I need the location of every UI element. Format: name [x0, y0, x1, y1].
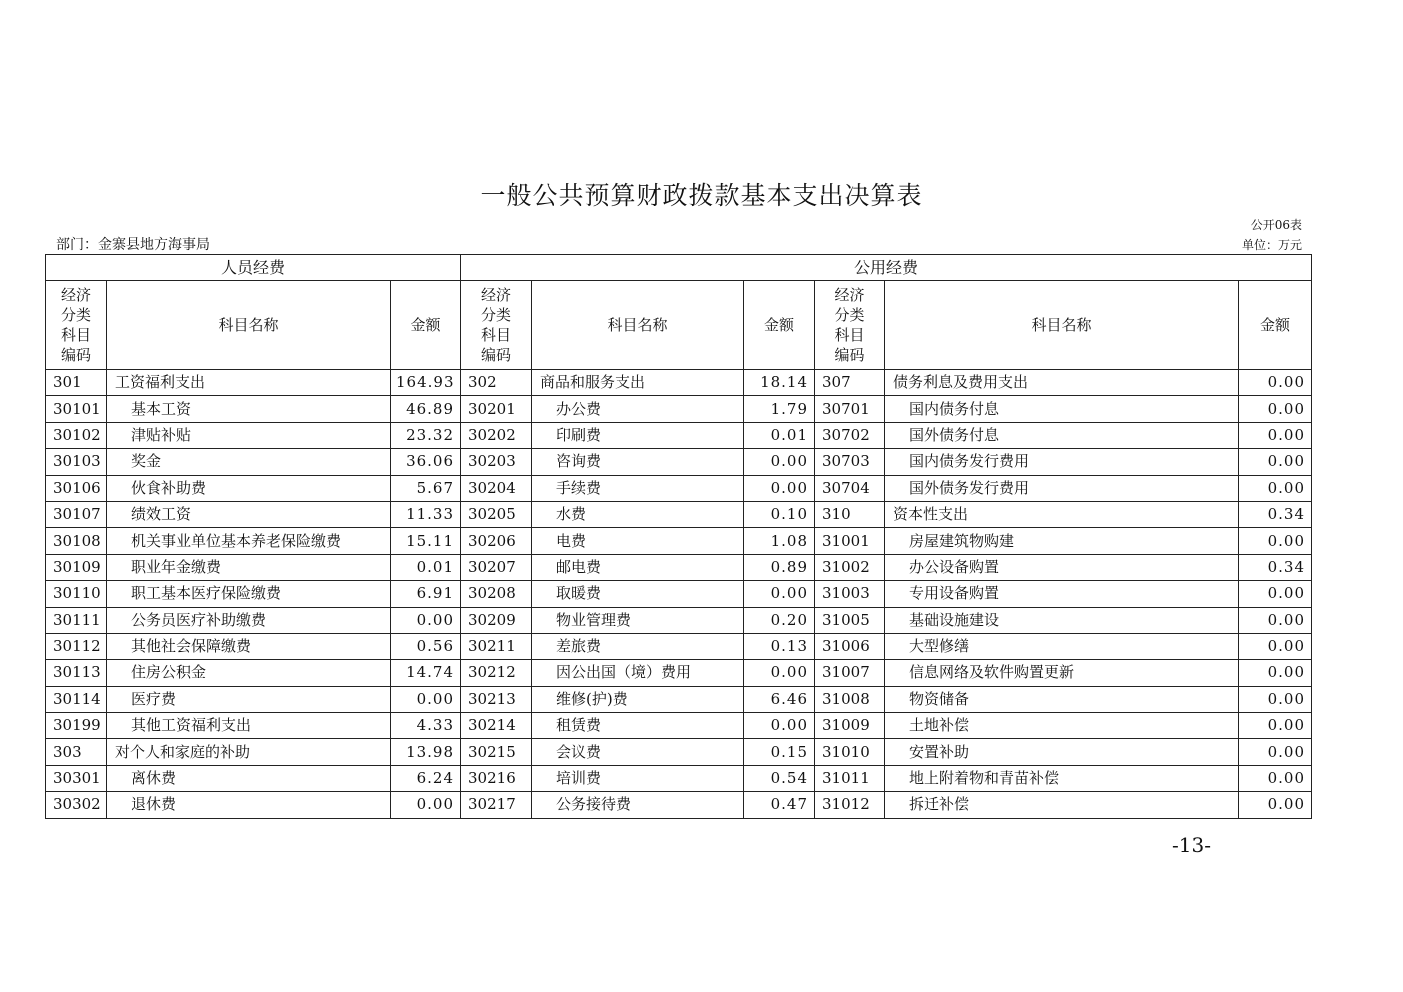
table-row: [46, 396, 1312, 422]
cell-amount: 0.00: [1239, 633, 1312, 659]
cell-amount: 0.00: [744, 475, 815, 501]
cell-code: 30216: [461, 765, 532, 791]
cell-code: 31003: [815, 581, 885, 607]
cell-amount: 0.00: [744, 449, 815, 475]
cell-amount: 18.14: [744, 370, 815, 396]
cell-amount: 13.98: [391, 739, 461, 765]
cell-name: 拆迁补偿: [885, 792, 1239, 818]
cell-name: 离休费: [107, 765, 391, 791]
cell-name: 职业年金缴费: [107, 554, 391, 580]
cell-name: 邮电费: [532, 554, 744, 580]
table-row: [46, 449, 1312, 475]
cell-code: 31006: [815, 633, 885, 659]
cell-name: 资本性支出: [885, 501, 1239, 527]
cell-code: 31010: [815, 739, 885, 765]
cell-code: 30103: [46, 449, 107, 475]
cell-name: 大型修缮: [885, 633, 1239, 659]
table-row: [46, 422, 1312, 448]
cell-name: 安置补助: [885, 739, 1239, 765]
cell-code: 30107: [46, 501, 107, 527]
cell-amount: 0.20: [744, 607, 815, 633]
cell-name: 维修(护)费: [532, 686, 744, 712]
cell-name: 机关事业单位基本养老保险缴费: [107, 528, 391, 554]
table-row: [46, 633, 1312, 659]
cell-code: 30704: [815, 475, 885, 501]
cell-amount: 5.67: [391, 475, 461, 501]
cell-amount: 0.47: [744, 792, 815, 818]
page-number: -13-: [1172, 833, 1211, 857]
cell-name: 培训费: [532, 765, 744, 791]
column-header-row: [46, 281, 1312, 370]
cell-amount: 0.00: [1239, 370, 1312, 396]
cell-amount: 0.00: [1239, 475, 1312, 501]
cell-code: 307: [815, 370, 885, 396]
cell-name: 医疗费: [107, 686, 391, 712]
cell-code: 30202: [461, 422, 532, 448]
cell-amount: 1.08: [744, 528, 815, 554]
cell-amount: 0.56: [391, 633, 461, 659]
form-code: 公开06表: [1250, 218, 1302, 232]
section-header-row: [46, 255, 1312, 281]
cell-code: 31001: [815, 528, 885, 554]
cell-code: 30212: [461, 660, 532, 686]
cell-code: 30206: [461, 528, 532, 554]
cell-amount: 46.89: [391, 396, 461, 422]
table-row: [46, 660, 1312, 686]
cell-amount: 0.00: [1239, 765, 1312, 791]
cell-code: 30110: [46, 581, 107, 607]
cell-amount: 0.00: [744, 581, 815, 607]
cell-name: 基本工资: [107, 396, 391, 422]
cell-name: 房屋建筑物购建: [885, 528, 1239, 554]
cell-amount: 0.00: [1239, 449, 1312, 475]
cell-name: 其他工资福利支出: [107, 713, 391, 739]
cell-code: 30213: [461, 686, 532, 712]
cell-name: 伙食补助费: [107, 475, 391, 501]
cell-name: 对个人和家庭的补助: [107, 739, 391, 765]
cell-code: 30199: [46, 713, 107, 739]
table-row: [46, 475, 1312, 501]
cell-amount: 0.01: [744, 422, 815, 448]
cell-name: 差旅费: [532, 633, 744, 659]
cell-code: 30211: [461, 633, 532, 659]
cell-amount: 1.79: [744, 396, 815, 422]
table-row: [46, 607, 1312, 633]
table-row: [46, 739, 1312, 765]
header-name: 科目名称: [532, 281, 744, 370]
cell-amount: 6.91: [391, 581, 461, 607]
department-label: 部门：金寨县地方海事局: [56, 237, 210, 253]
cell-name: 物资储备: [885, 686, 1239, 712]
cell-amount: 0.00: [1239, 422, 1312, 448]
cell-name: 取暖费: [532, 581, 744, 607]
cell-amount: 14.74: [391, 660, 461, 686]
header-code: 经济分类科目编码: [46, 281, 107, 370]
cell-amount: 36.06: [391, 449, 461, 475]
table-row: [46, 686, 1312, 712]
cell-name: 基础设施建设: [885, 607, 1239, 633]
cell-amount: 6.24: [391, 765, 461, 791]
cell-code: 302: [461, 370, 532, 396]
cell-name: 手续费: [532, 475, 744, 501]
cell-code: 31007: [815, 660, 885, 686]
cell-code: 30215: [461, 739, 532, 765]
cell-amount: 0.00: [1239, 660, 1312, 686]
header-amount: 金额: [391, 281, 461, 370]
cell-amount: 0.00: [1239, 528, 1312, 554]
cell-code: 31012: [815, 792, 885, 818]
table-row: [46, 370, 1312, 396]
cell-name: 奖金: [107, 449, 391, 475]
cell-code: 30203: [461, 449, 532, 475]
cell-code: 31011: [815, 765, 885, 791]
table-row: [46, 554, 1312, 580]
cell-name: 公务员医疗补助缴费: [107, 607, 391, 633]
header-amount: 金额: [744, 281, 815, 370]
cell-code: 31008: [815, 686, 885, 712]
page-title: 一般公共预算财政拨款基本支出决算表: [480, 181, 923, 210]
cell-name: 国内债务发行费用: [885, 449, 1239, 475]
cell-amount: 0.34: [1239, 501, 1312, 527]
header-name: 科目名称: [885, 281, 1239, 370]
cell-name: 工资福利支出: [107, 370, 391, 396]
cell-code: 31005: [815, 607, 885, 633]
cell-code: 30114: [46, 686, 107, 712]
cell-name: 国内债务付息: [885, 396, 1239, 422]
table-row: [46, 713, 1312, 739]
cell-name: 咨询费: [532, 449, 744, 475]
cell-amount: 0.10: [744, 501, 815, 527]
cell-amount: 0.00: [391, 792, 461, 818]
cell-amount: 0.00: [1239, 686, 1312, 712]
header-name: 科目名称: [107, 281, 391, 370]
cell-amount: 0.00: [744, 713, 815, 739]
cell-name: 租赁费: [532, 713, 744, 739]
unit-label: 单位：万元: [1241, 238, 1302, 252]
cell-code: 30109: [46, 554, 107, 580]
table-row: [46, 765, 1312, 791]
cell-amount: 0.54: [744, 765, 815, 791]
cell-name: 地上附着物和青苗补偿: [885, 765, 1239, 791]
cell-amount: 0.00: [1239, 607, 1312, 633]
cell-code: 30208: [461, 581, 532, 607]
cell-amount: 0.34: [1239, 554, 1312, 580]
cell-amount: 23.32: [391, 422, 461, 448]
cell-code: 30201: [461, 396, 532, 422]
cell-amount: 0.89: [744, 554, 815, 580]
cell-code: 303: [46, 739, 107, 765]
header-code: 经济分类科目编码: [815, 281, 885, 370]
cell-amount: 0.00: [1239, 396, 1312, 422]
cell-code: 30217: [461, 792, 532, 818]
cell-name: 国外债务发行费用: [885, 475, 1239, 501]
cell-name: 信息网络及软件购置更新: [885, 660, 1239, 686]
table-row: [46, 581, 1312, 607]
cell-name: 津贴补贴: [107, 422, 391, 448]
cell-name: 办公设备购置: [885, 554, 1239, 580]
cell-amount: 0.13: [744, 633, 815, 659]
cell-code: 30111: [46, 607, 107, 633]
cell-code: 30302: [46, 792, 107, 818]
cell-amount: 0.01: [391, 554, 461, 580]
cell-code: 31002: [815, 554, 885, 580]
cell-name: 国外债务付息: [885, 422, 1239, 448]
cell-code: 30112: [46, 633, 107, 659]
cell-code: 30102: [46, 422, 107, 448]
cell-code: 30703: [815, 449, 885, 475]
cell-amount: 6.46: [744, 686, 815, 712]
cell-name: 水费: [532, 501, 744, 527]
cell-name: 商品和服务支出: [532, 370, 744, 396]
cell-code: 301: [46, 370, 107, 396]
table-row: [46, 792, 1312, 818]
cell-name: 公务接待费: [532, 792, 744, 818]
cell-amount: 0.00: [391, 607, 461, 633]
cell-amount: 0.00: [391, 686, 461, 712]
cell-name: 印刷费: [532, 422, 744, 448]
cell-code: 30108: [46, 528, 107, 554]
section-personnel: 人员经费: [46, 255, 461, 281]
cell-name: 其他社会保障缴费: [107, 633, 391, 659]
section-public: 公用经费: [461, 255, 1312, 281]
cell-amount: 4.33: [391, 713, 461, 739]
cell-name: 土地补偿: [885, 713, 1239, 739]
cell-amount: 0.00: [1239, 739, 1312, 765]
cell-amount: 0.00: [1239, 713, 1312, 739]
cell-name: 住房公积金: [107, 660, 391, 686]
cell-amount: 164.93: [391, 370, 461, 396]
cell-name: 退休费: [107, 792, 391, 818]
cell-name: 因公出国（境）费用: [532, 660, 744, 686]
cell-code: 30205: [461, 501, 532, 527]
cell-code: 30101: [46, 396, 107, 422]
cell-name: 职工基本医疗保险缴费: [107, 581, 391, 607]
cell-amount: 0.00: [744, 660, 815, 686]
header-amount: 金额: [1239, 281, 1312, 370]
cell-code: 30301: [46, 765, 107, 791]
table-row: [46, 528, 1312, 554]
cell-amount: 0.15: [744, 739, 815, 765]
cell-amount: 11.33: [391, 501, 461, 527]
cell-name: 债务利息及费用支出: [885, 370, 1239, 396]
cell-code: 30106: [46, 475, 107, 501]
cell-code: 30207: [461, 554, 532, 580]
cell-name: 物业管理费: [532, 607, 744, 633]
cell-name: 会议费: [532, 739, 744, 765]
header-code: 经济分类科目编码: [461, 281, 532, 370]
cell-code: 31009: [815, 713, 885, 739]
cell-amount: 0.00: [1239, 792, 1312, 818]
table-row: [46, 501, 1312, 527]
cell-name: 绩效工资: [107, 501, 391, 527]
cell-name: 办公费: [532, 396, 744, 422]
cell-code: 30702: [815, 422, 885, 448]
cell-code: 30214: [461, 713, 532, 739]
cell-code: 30204: [461, 475, 532, 501]
cell-amount: 15.11: [391, 528, 461, 554]
cell-name: 专用设备购置: [885, 581, 1239, 607]
cell-code: 30113: [46, 660, 107, 686]
cell-code: 30209: [461, 607, 532, 633]
expenditure-table: [45, 254, 1312, 819]
cell-name: 电费: [532, 528, 744, 554]
cell-amount: 0.00: [1239, 581, 1312, 607]
cell-code: 310: [815, 501, 885, 527]
cell-code: 30701: [815, 396, 885, 422]
